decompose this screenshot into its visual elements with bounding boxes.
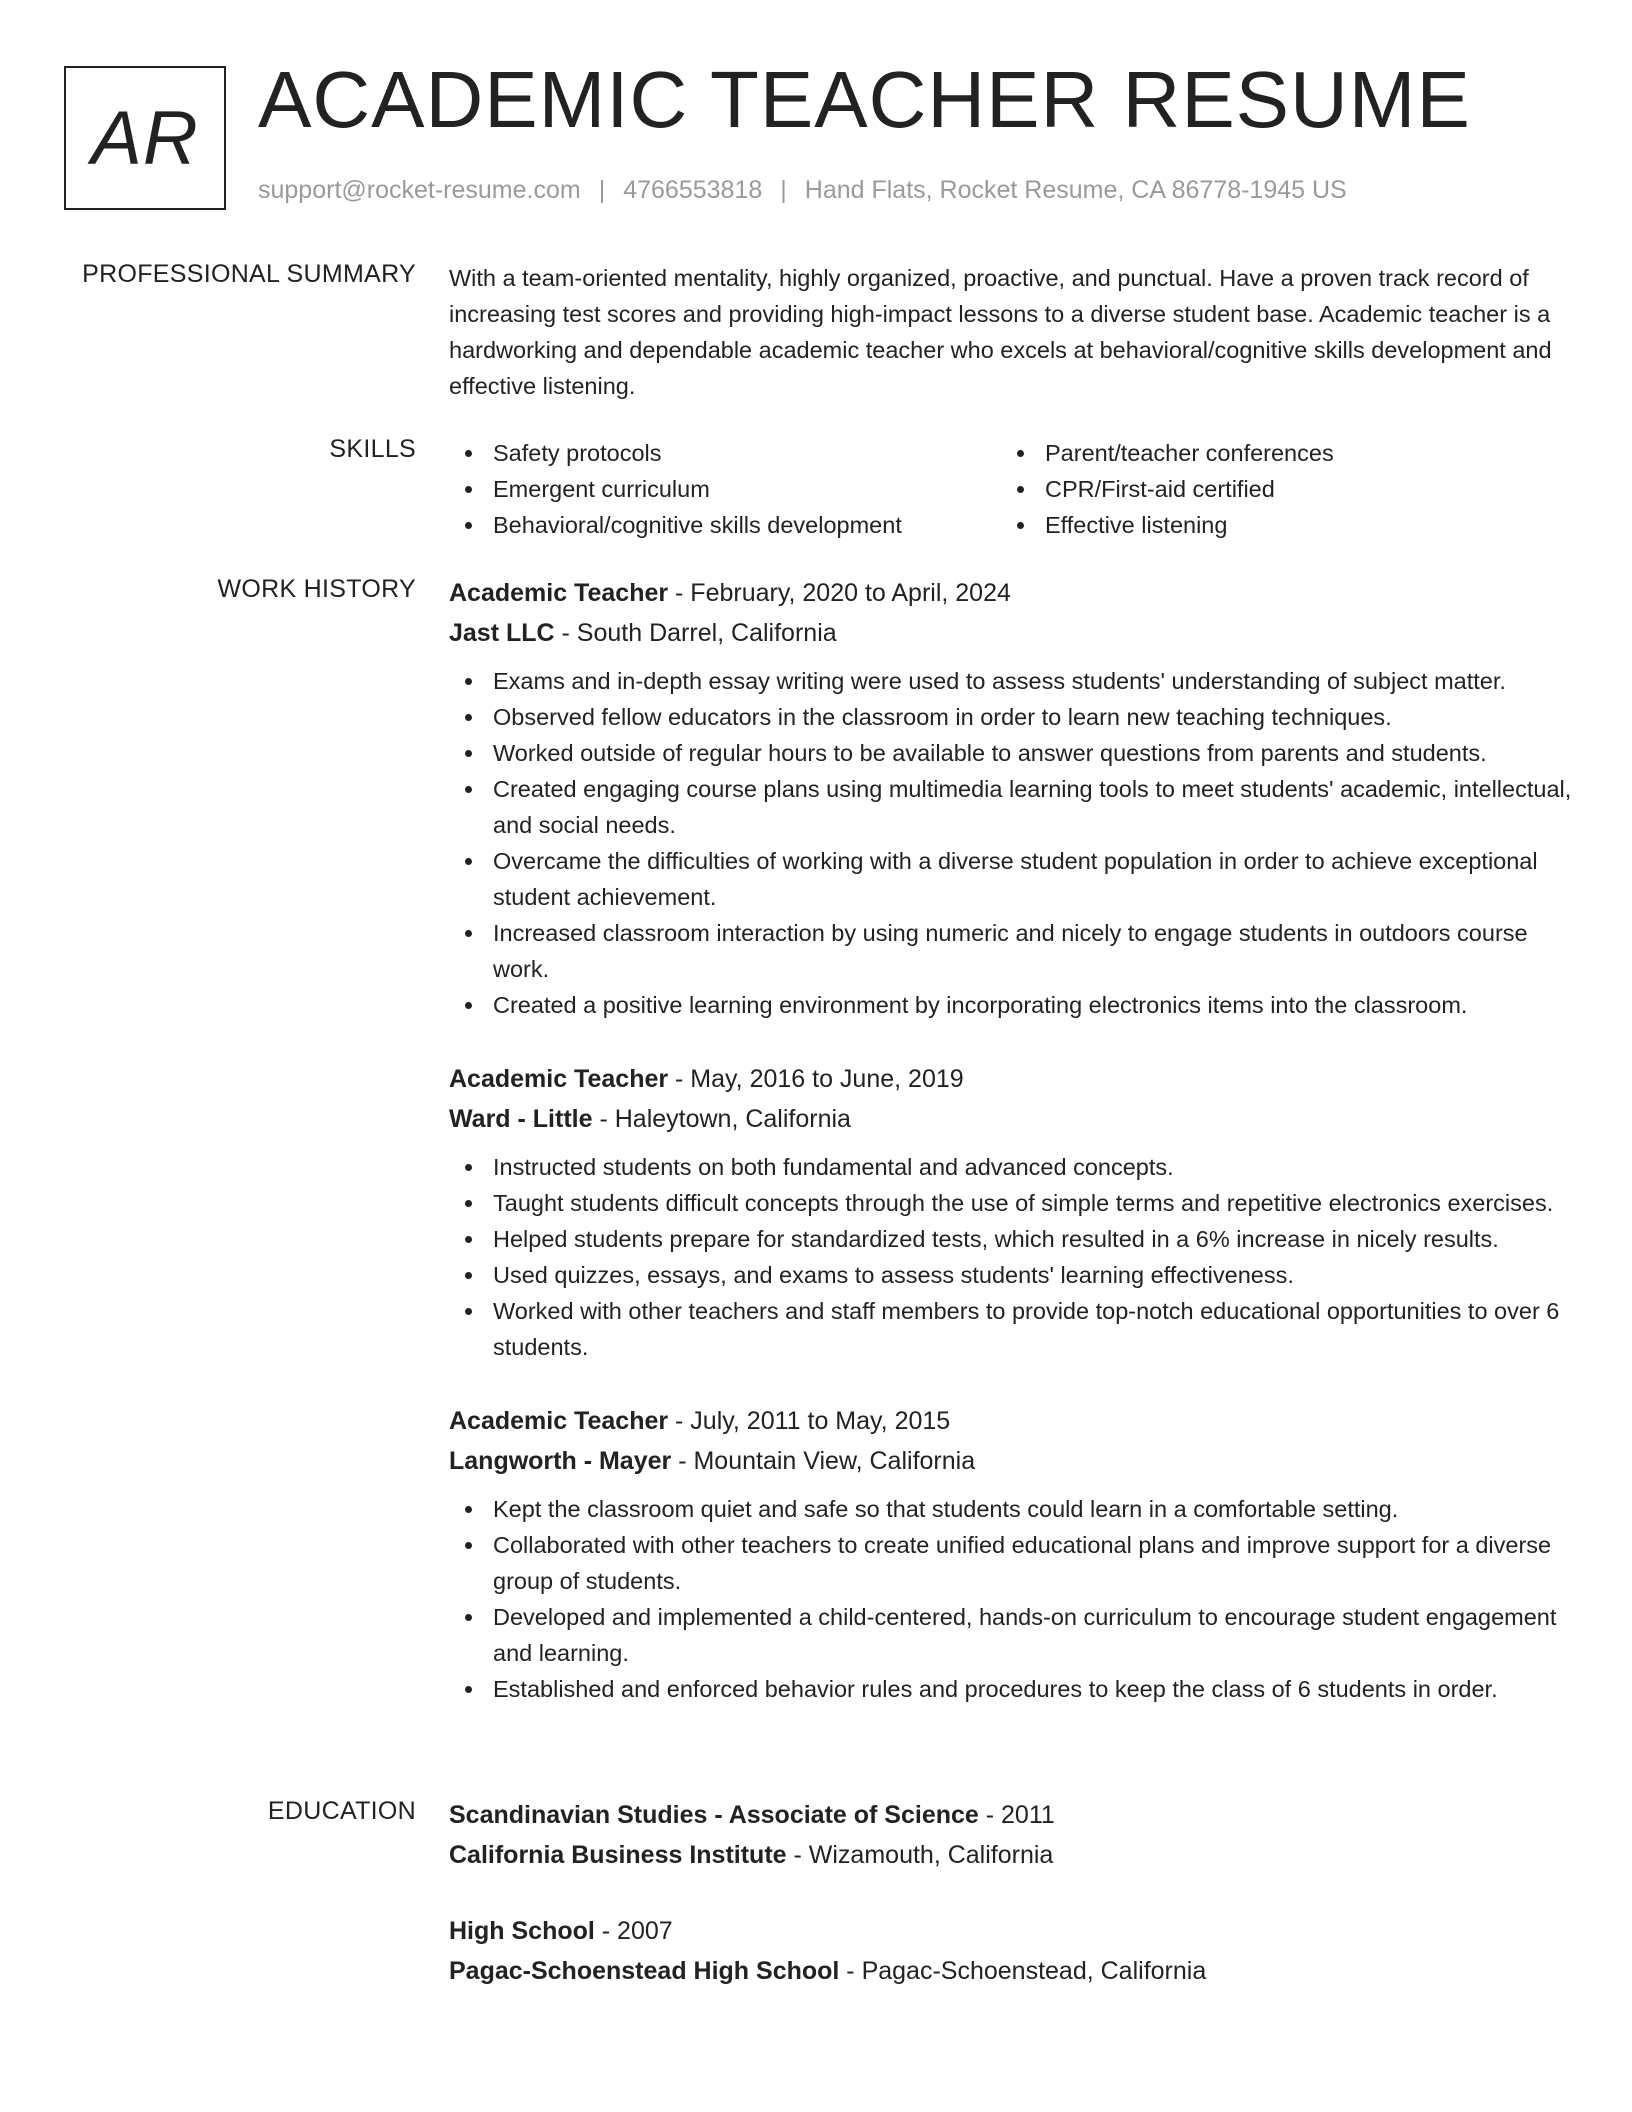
job-bullets xyxy=(449,1491,1579,1707)
section-label-work: WORK HISTORY xyxy=(217,575,416,603)
job-entry xyxy=(449,1401,1579,1707)
job-bullets xyxy=(449,663,1579,1023)
contact-separator: | xyxy=(598,176,606,204)
job-bullet: Used quizzes, essays, and exams to assess students' learning effectiveness. xyxy=(449,1257,1579,1293)
skill-item: CPR/First-aid certified xyxy=(1001,471,1541,507)
education-school: Pagac-Schoenstead High School xyxy=(449,1957,840,1985)
education-degree: High School xyxy=(449,1917,595,1945)
summary-text: With a team-oriented mentality, highly organized, proactive, and punctual. Have a proven track record of increasing test scores and providing high-impact lessons to a diverse student base. Academic teacher is a hardworking and dependable academic teacher who excels at behavioral/cognitive skills development and effective listening. xyxy=(449,265,1552,399)
education-entry xyxy=(449,1911,1579,1991)
work-history-body xyxy=(449,573,1579,1743)
job-bullet: Worked with other teachers and staff members to provide top-notch educational opportunities to over 6 students. xyxy=(449,1293,1579,1365)
job-bullet: Kept the classroom quiet and safe so that students could learn in a comfortable setting. xyxy=(449,1491,1579,1527)
job-bullet: Created engaging course plans using multimedia learning tools to meet students' academic, intellectual, and social needs. xyxy=(449,771,1579,843)
job-title: Academic Teacher xyxy=(449,579,669,607)
job-company: Jast LLC xyxy=(449,619,555,647)
job-bullet: Helped students prepare for standardized tests, which resulted in a 6% increase in nicely results. xyxy=(449,1221,1579,1257)
job-dates: - May, 2016 to June, 2019 xyxy=(668,1065,964,1093)
skill-item: Parent/teacher conferences xyxy=(1001,435,1541,471)
monogram-logo: AR xyxy=(64,66,226,210)
job-bullet: Created a positive learning environment by incorporating electronics items into the classroom. xyxy=(449,987,1579,1023)
skills-list-right xyxy=(1001,435,1541,543)
education-entry xyxy=(449,1795,1579,1875)
job-bullet: Overcame the difficulties of working with a diverse student population in order to achieve exceptional student achievement. xyxy=(449,843,1579,915)
job-dates: - July, 2011 to May, 2015 xyxy=(668,1407,951,1435)
job-company-line xyxy=(449,1441,1579,1481)
contact-line xyxy=(258,176,1347,205)
skill-item: Emergent curriculum xyxy=(449,471,1001,507)
section-label-summary: PROFESSIONAL SUMMARY xyxy=(82,260,416,288)
job-title-line xyxy=(449,573,1579,613)
skill-item: Safety protocols xyxy=(449,435,1001,471)
job-company-line xyxy=(449,1099,1579,1139)
skill-item: Effective listening xyxy=(1001,507,1541,543)
job-company-line xyxy=(449,613,1579,653)
education-location: - Wizamouth, California xyxy=(786,1841,1054,1869)
section-label-skills: SKILLS xyxy=(329,435,416,463)
contact-separator: | xyxy=(780,176,787,204)
contact-address: Hand Flats, Rocket Resume, CA 86778-1945 US xyxy=(804,176,1347,204)
contact-email[interactable]: support@rocket-resume.com xyxy=(258,176,581,204)
skills-list-left xyxy=(449,435,1001,543)
job-bullet: Observed fellow educators in the classroom in order to learn new teaching techniques. xyxy=(449,699,1579,735)
education-degree: Scandinavian Studies - Associate of Science xyxy=(449,1801,979,1829)
job-bullet: Collaborated with other teachers to create unified educational plans and improve support for a diverse group of students. xyxy=(449,1527,1579,1599)
job-title-line xyxy=(449,1059,1579,1099)
education-school-line xyxy=(449,1951,1579,1991)
job-bullet: Exams and in-depth essay writing were used to assess students' understanding of subject matter. xyxy=(449,663,1579,699)
job-bullet: Instructed students on both fundamental and advanced concepts. xyxy=(449,1149,1579,1185)
job-bullet: Increased classroom interaction by using numeric and nicely to engage students in outdoors course work. xyxy=(449,915,1579,987)
education-body xyxy=(449,1795,1579,2027)
job-location: - Haleytown, California xyxy=(592,1105,851,1133)
job-company: Ward - Little xyxy=(449,1105,593,1133)
education-year: - 2011 xyxy=(978,1801,1055,1829)
job-bullet: Established and enforced behavior rules and procedures to keep the class of 6 students in order. xyxy=(449,1671,1579,1707)
job-title-line xyxy=(449,1401,1579,1441)
job-title: Academic Teacher xyxy=(449,1065,669,1093)
education-location: - Pagac-Schoenstead, California xyxy=(839,1957,1207,1985)
skills-grid xyxy=(449,435,1579,543)
job-title: Academic Teacher xyxy=(449,1407,669,1435)
education-school: California Business Institute xyxy=(449,1841,787,1869)
job-entry xyxy=(449,1059,1579,1365)
job-bullet: Worked outside of regular hours to be available to answer questions from parents and students. xyxy=(449,735,1579,771)
page-title: ACADEMIC TEACHER RESUME xyxy=(258,55,1471,144)
job-bullet: Developed and implemented a child-centered, hands-on curriculum to encourage student engagement and learning. xyxy=(449,1599,1579,1671)
contact-phone[interactable]: 4766553818 xyxy=(623,176,763,204)
job-location: - Mountain View, California xyxy=(671,1447,976,1475)
job-entry xyxy=(449,573,1579,1023)
education-year: - 2007 xyxy=(594,1917,673,1945)
job-dates: - February, 2020 to April, 2024 xyxy=(668,579,1011,607)
education-degree-line xyxy=(449,1795,1579,1835)
job-company: Langworth - Mayer xyxy=(449,1447,672,1475)
skill-item: Behavioral/cognitive skills development xyxy=(449,507,1001,543)
education-school-line xyxy=(449,1835,1579,1875)
job-bullet: Taught students difficult concepts through the use of simple terms and repetitive electronics exercises. xyxy=(449,1185,1579,1221)
section-label-education: EDUCATION xyxy=(267,1797,416,1825)
education-degree-line xyxy=(449,1911,1579,1951)
job-bullets xyxy=(449,1149,1579,1365)
job-location: - South Darrel, California xyxy=(554,619,837,647)
